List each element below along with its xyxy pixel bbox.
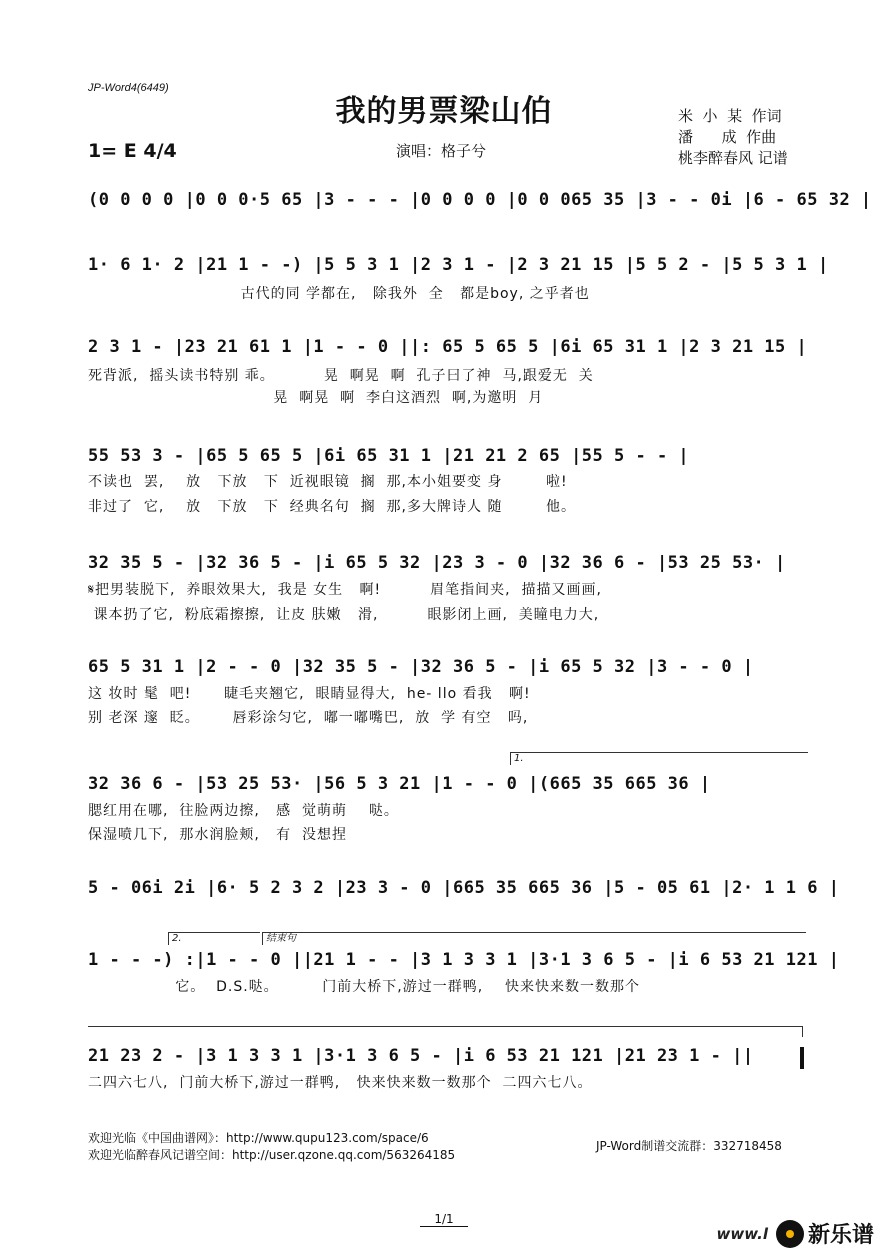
lyric-line: 死背派, 摇头读书特别 乖。 晃 啊晃 啊 孔子曰了神 马,跟爱无 关 <box>88 368 594 384</box>
lyric-line: 课本扔了它, 粉底霜擦擦, 让皮 肤嫩 滑, 眼影闭上画, 美瞳电力大, <box>88 607 600 623</box>
notation-line: 5 - 06i 2i |6· 5 2 3 2 |23 3 - 0 |665 35 665 36 |5 - 05 61 |2· 1 1 6 | <box>88 878 840 898</box>
composer: 潘 成 作曲 <box>678 128 777 146</box>
notation-line: 55 53 3 - |65 5 65 5 |6i 65 31 1 |21 21 2 65 |55 5 - - | <box>88 446 690 466</box>
lyric-line: 它。 D.S.哒。 门前大桥下,游过一群鸭, 快来快来数一数那个 <box>88 979 640 995</box>
lyric-line: 不读也 罢, 放 下放 下 近视眼镜 搁 那,本小姐要变 身 啦! <box>88 474 568 490</box>
notation-line: 21 23 2 - |3 1 3 3 1 |3·1 3 6 5 - |i 6 53 21 121 |21 23 1 - || <box>88 1046 754 1066</box>
notation-line: 65 5 31 1 |2 - - 0 |32 35 5 - |32 36 5 - |i 65 5 32 |3 - - 0 | <box>88 657 754 677</box>
watermark-brand: 新乐谱 <box>807 1223 874 1248</box>
ending-continuation-bracket <box>88 1026 803 1037</box>
notation-line: 32 35 5 - |32 36 5 - |i 65 5 32 |23 3 - 0 |32 36 6 - |53 25 53· | <box>88 553 786 573</box>
lyric-line: 𝄋把男装脱下, 养眼效果大, 我是 女生 啊! 眉笔指间夹, 描描又画画, <box>88 582 602 598</box>
key-signature: 1= E 4/4 <box>88 140 177 162</box>
notation-line: 1· 6 1· 2 |21 1 - -) |5 5 3 1 |2 3 1 - |2 3 21 15 |5 5 2 - |5 5 3 1 | <box>88 255 829 275</box>
watermark-logo <box>717 1218 874 1249</box>
transcriber: 桃李醉春风 记谱 <box>678 149 788 167</box>
record-disc-icon <box>776 1220 804 1248</box>
lyric-line: 保湿喷几下, 那水润脸颊, 有 没想捏 <box>88 827 348 843</box>
software-label: JP-Word4(6449) <box>88 82 169 94</box>
first-ending-bracket: 1. <box>510 752 808 765</box>
footer-link-2[interactable]: 欢迎光临醉春风记谱空间：http://user.qzone.qq.com/563264185 <box>88 1148 456 1162</box>
watermark-site: www.l <box>716 1224 768 1243</box>
ending-phrase-bracket: 结束句 <box>262 932 806 945</box>
lyric-line: 二四六七八, 门前大桥下,游过一群鸭, 快来快来数一数那个 二四六七八。 <box>88 1075 593 1091</box>
lyricist: 米 小 某 作词 <box>678 107 782 125</box>
singer: 演唱：格子兮 <box>396 142 487 160</box>
notation-line: 1 - - -) :|1 - - 0 ||21 1 - - |3 1 3 3 1 |3·1 3 6 5 - |i 6 53 21 121 | <box>88 950 840 970</box>
lyric-line: 古代的同 学都在, 除我外 全 都是boy, 之乎者也 <box>88 286 590 302</box>
qq-group: JP-Word制谱交流群：332718458 <box>596 1139 782 1153</box>
notation-line: 2 3 1 - |23 21 61 1 |1 - - 0 ||: 65 5 65 5 |6i 65 31 1 |2 3 21 15 | <box>88 337 808 357</box>
lyric-line: 非过了 它, 放 下放 下 经典名句 搁 那,多大牌诗人 随 他。 <box>88 499 577 515</box>
final-barline <box>800 1047 804 1069</box>
footer-links <box>88 1130 455 1164</box>
second-ending-bracket: 2. <box>168 932 260 945</box>
lyric-line: 这 妆时 髦 吧! 睫毛夹翘它, 眼睛显得大, he- llo 看我 啊! <box>88 686 531 702</box>
credits <box>678 106 788 169</box>
lyric-line: 腮红用在哪, 往脸两边擦, 感 觉萌萌 哒。 <box>88 803 399 819</box>
notation-line: 32 36 6 - |53 25 53· |56 5 3 21 |1 - - 0 |(665 35 665 36 | <box>88 774 711 794</box>
lyric-line: 别 老深 邃 眨。 唇彩涂匀它, 嘟一嘟嘴巴, 放 学 有空 吗, <box>88 710 529 726</box>
notation-line: (0 0 0 0 |0 0 0·5 65 |3 - - - |0 0 0 0 |0 0 065 35 |3 - - 0i |6 - 65 32 | <box>88 190 872 210</box>
song-title: 我的男票梁山伯 <box>335 94 553 129</box>
page-number: 1/1 <box>0 1212 888 1226</box>
lyric-line: 晃 啊晃 啊 李白这酒烈 啊,为邀明 月 <box>88 390 544 406</box>
footer-link-1[interactable]: 欢迎光临《中国曲谱网》：http://www.qupu123.com/space/6 <box>88 1131 429 1145</box>
